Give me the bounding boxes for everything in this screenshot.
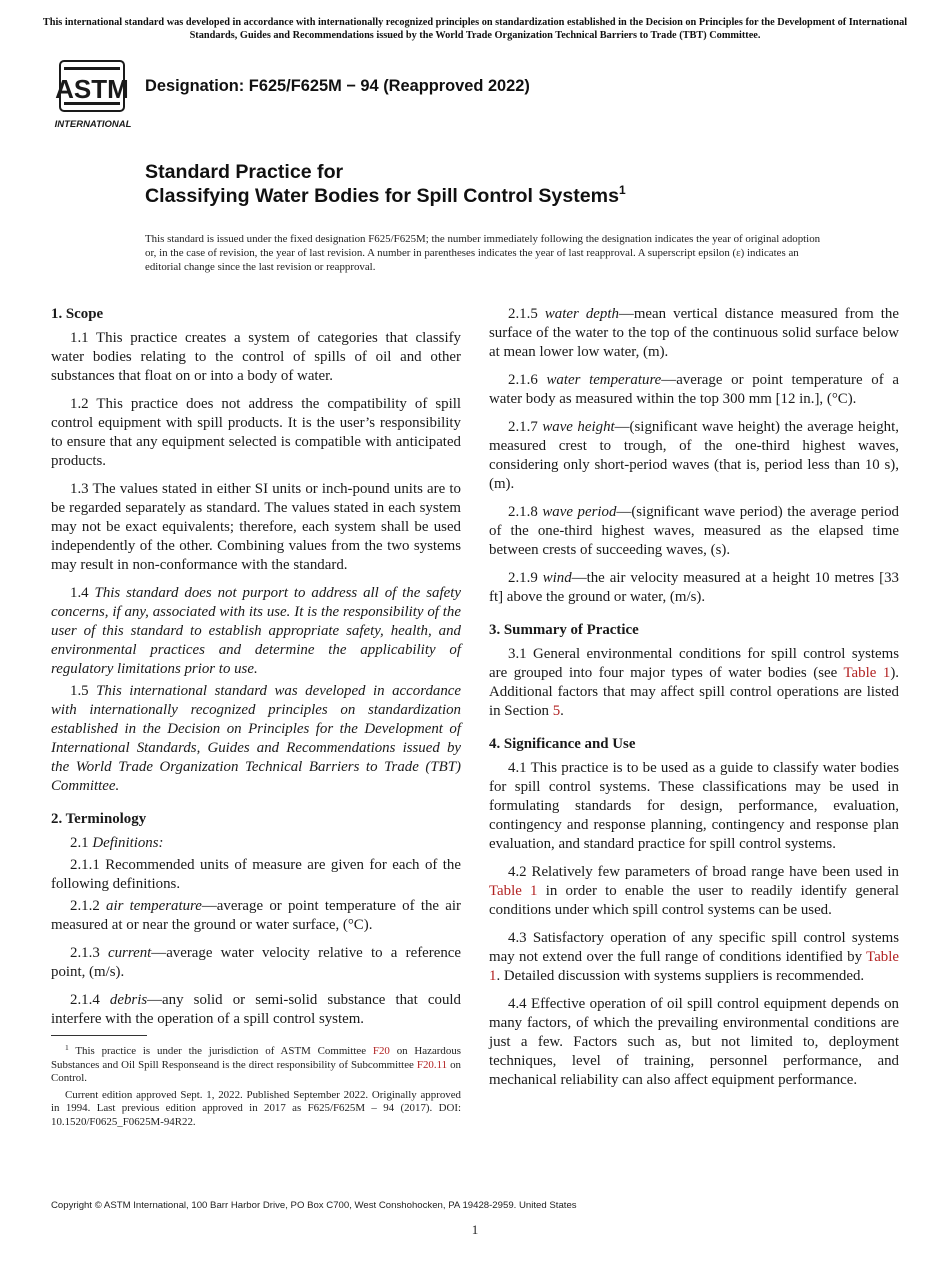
table-1-link[interactable]: Table 1 [489,883,538,899]
para-4-3-text-a: 4.3 Satisfactory operation of any specific spill control systems may not extend over the full range of conditions identified by [489,930,899,965]
footnotes [51,1045,461,1133]
def-2-1-9 [489,569,899,607]
para-4-3 [489,929,899,986]
para-1-2: 1.2 This practice does not address the compatibility of spill control equipment with spill products. It is the user’s responsibility to ensure that any equipment selected is compatible with anticipated products. [51,396,461,469]
def-2-1-6 [489,371,899,409]
def-2-1-7 [489,418,899,494]
subcommittee-f20-11-link[interactable]: F20.11 [416,1058,448,1071]
footnote-1-text-c: on Control. [51,1058,461,1085]
para-4-2-text-a: 4.2 Relatively few parameters of broad range have been used in [508,864,899,880]
para-1-3: 1.3 The values stated in either SI units or inch-pound units are to be regarded separately as standard. The values stated in each system may not be exact equivalents; therefore, each system shall be used independently of the other. Combining values from the two systems may result in non-conformance with the standard. [51,481,461,573]
def-2-1-8 [489,503,899,560]
title-line-1: Standard Practice for [145,161,344,183]
right-column [489,305,899,1099]
document-title [145,160,905,208]
def-2-1-8-text: —(significant wave period) the average period of the one-third highest waves, measured as the elapsed time between crests of succeeding waves, (s). [489,504,899,558]
def-2-1-5-text: —mean vertical distance measured from the surface of the water to the top of the continuous solid surface below at mean lower low water, (m). [489,306,899,360]
def-2-1-1: 2.1.1 Recommended units of measure are given for each of the following definitions. [51,857,461,892]
def-2-1-4-term: debris [109,992,148,1008]
def-2-1-2-term: air temperature [106,898,202,914]
section-4-heading: 4. Significance and Use [489,736,636,752]
para-3-1-text-a: 3.1 General environmental conditions for spill control systems are grouped into four major types of water bodies (see [489,646,899,681]
para-4-1: 4.1 This practice is to be used as a guide to classify water bodies for spill control systems. These classifications may be used in formulating standards for design, performance, evaluation, contingency and response planning, contingency and response plan evaluation, and standard practice for spill control systems. [489,760,899,852]
def-2-1-9-term: wind [542,570,572,586]
left-column [51,305,461,1038]
footnote-1-mark: 1 [65,1043,69,1052]
para-3-1-text-c: . [560,703,564,719]
para-1-4-text: This standard does not purport to address all of the safety concerns, if any, associated with its use. It is the responsibility of the user of this standard to establish appropriate safety, health, and environmental practices and determine the applicability of regulatory limitations prior to use. [51,585,461,677]
para-1-1: 1.1 This practice creates a system of categories that classify water bodies relating to the control of spills of oil and other substances that float on or into a body of water. [51,330,461,384]
footnote-2: Current edition approved Sept. 1, 2022. Published September 2022. Originally approved in 1994. Last previous edition approved in 2017 as F625/F625M – 94 (2017). DOI: 10.1520/F0625_F0625M-94R22. [51,1088,461,1128]
def-2-1-6-num: 2.1.6 [508,372,538,388]
title-line-2 [145,184,905,208]
def-2-1-4-text: —any solid or semi-solid substance that could interfere with the operation of a spill control system. [51,992,461,1027]
committee-f20-link[interactable]: F20 [372,1045,390,1057]
section-5-link[interactable]: 5 [552,703,561,719]
def-2-1-7-num: 2.1.7 [508,419,538,435]
def-2-1-7-term: wave height [542,419,615,435]
logo-text-top: ASTM [55,74,129,104]
def-2-1-6-term: water temperature [546,372,662,388]
section-1-heading: 1. Scope [51,306,104,322]
def-2-1-text: Definitions: [92,835,164,851]
table-1-link[interactable]: Table 1 [489,949,899,984]
para-4-3-text-b: . Detailed discussion with systems suppliers is recommended. [496,968,865,984]
def-2-1-9-text: —the air velocity measured at a height 10 metres [33 ft] above the ground or water, (m/s). [489,570,899,605]
def-2-1-num: 2.1 [70,835,89,851]
def-2-1-8-term: wave period [542,504,617,520]
section-2-heading: 2. Terminology [51,811,147,827]
logo-text-bottom: INTERNATIONAL [54,119,132,130]
para-3-1 [489,645,899,721]
section-3-heading: 3. Summary of Practice [489,622,639,638]
top-notice: This international standard was developed in accordance with internationally recognized principles on standardization established in the Decision on Principles for the Development of International Standards, Guides and Recommendations issued by the World Trade Organization Technical Barriers to Trade (TBT) Committee. [42,17,908,41]
page-number: 1 [471,1222,479,1237]
para-4-2 [489,863,899,920]
def-2-1-4-num: 2.1.4 [70,992,100,1008]
def-2-1-2-text: —average or point temperature of the air measured at or near the ground or water surface, (°C). [51,898,461,933]
issue-note: This standard is issued under the fixed designation F625/F625M; the number immediately following the designation indicates the year of original adoption or, in the case of revision, the year of last revision. A number in parentheses indicates the year of last reapproval. A superscript epsilon (ε) indicates an editorial change since the last revision or reapproval. [145,233,821,273]
footnote-1 [51,1045,461,1086]
table-1-link[interactable]: Table 1 [843,665,891,681]
footnote-1-text-b: on Hazardous Substances and Oil Spill Responseand is the direct responsibility of Subcommittee [51,1045,462,1071]
def-2-1-5 [489,305,899,362]
def-2-1-2-num: 2.1.2 [70,898,100,914]
para-1-4-num: 1.4 [70,585,89,601]
def-2-1-2 [51,897,461,935]
def-2-1-9-num: 2.1.9 [508,570,538,586]
para-1-5-num: 1.5 [70,683,89,699]
astm-logo [52,57,134,131]
def-2-1-5-num: 2.1.5 [508,306,538,322]
def-2-1-3-term: current [108,945,152,961]
def-2-1-3-text: —average water velocity relative to a reference point, (m/s). [51,945,461,980]
para-1-5 [51,682,461,796]
para-4-2-text-b: in order to enable the user to readily identify general conditions under which spill control systems can be used. [489,883,900,918]
para-1-5-text: This international standard was developed in accordance with internationally recognized principles on standardization established in the Decision on Principles for the Development of International Standards, Guides and Recommendations issued by the World Trade Organization Technical Barriers to Trade (TBT) Committee. [51,683,461,794]
designation: Designation: F625/F625M − 94 (Reapproved 2022) [145,77,530,95]
title-line-2-text: Classifying Water Bodies for Spill Control Systems [145,185,619,207]
def-2-1-6-text: —average or point temperature of a water body as measured within the top 300 mm [12 in.], (°C). [489,372,899,407]
copyright: Copyright © ASTM International, 100 Barr Harbor Drive, PO Box C700, West Conshohocken, PA 19428-2959. United States [51,1200,577,1211]
def-2-1-5-term: water depth [544,306,619,322]
footnote-1-text-a: This practice is under the jurisdiction of ASTM Committee [68,1045,373,1057]
def-2-1-3-num: 2.1.3 [70,945,100,961]
title-footnote-mark: 1 [618,183,626,197]
para-4-4: 4.4 Effective operation of oil spill control equipment depends on many factors, of which the prevailing environmental conditions are just a few. Factors such as, but not limited to, deployment techniques, level of training, personnel performance, and mechanical reliability can also affect equipment performance. [489,996,899,1088]
def-2-1-3 [51,944,461,982]
def-2-1-7-text: —(significant wave height) the average height, measured crest to trough, of the one-third highest waves, considering only short-period waves (that is, period less than 10 s), (m). [489,419,899,492]
def-2-1-4 [51,991,461,1029]
para-3-1-text-b: ). Additional factors that may affect spill control operations are listed in Section [489,665,900,719]
def-2-1 [51,834,461,853]
def-2-1-8-num: 2.1.8 [508,504,538,520]
footnote-rule [51,1035,147,1036]
para-1-4 [51,584,461,679]
